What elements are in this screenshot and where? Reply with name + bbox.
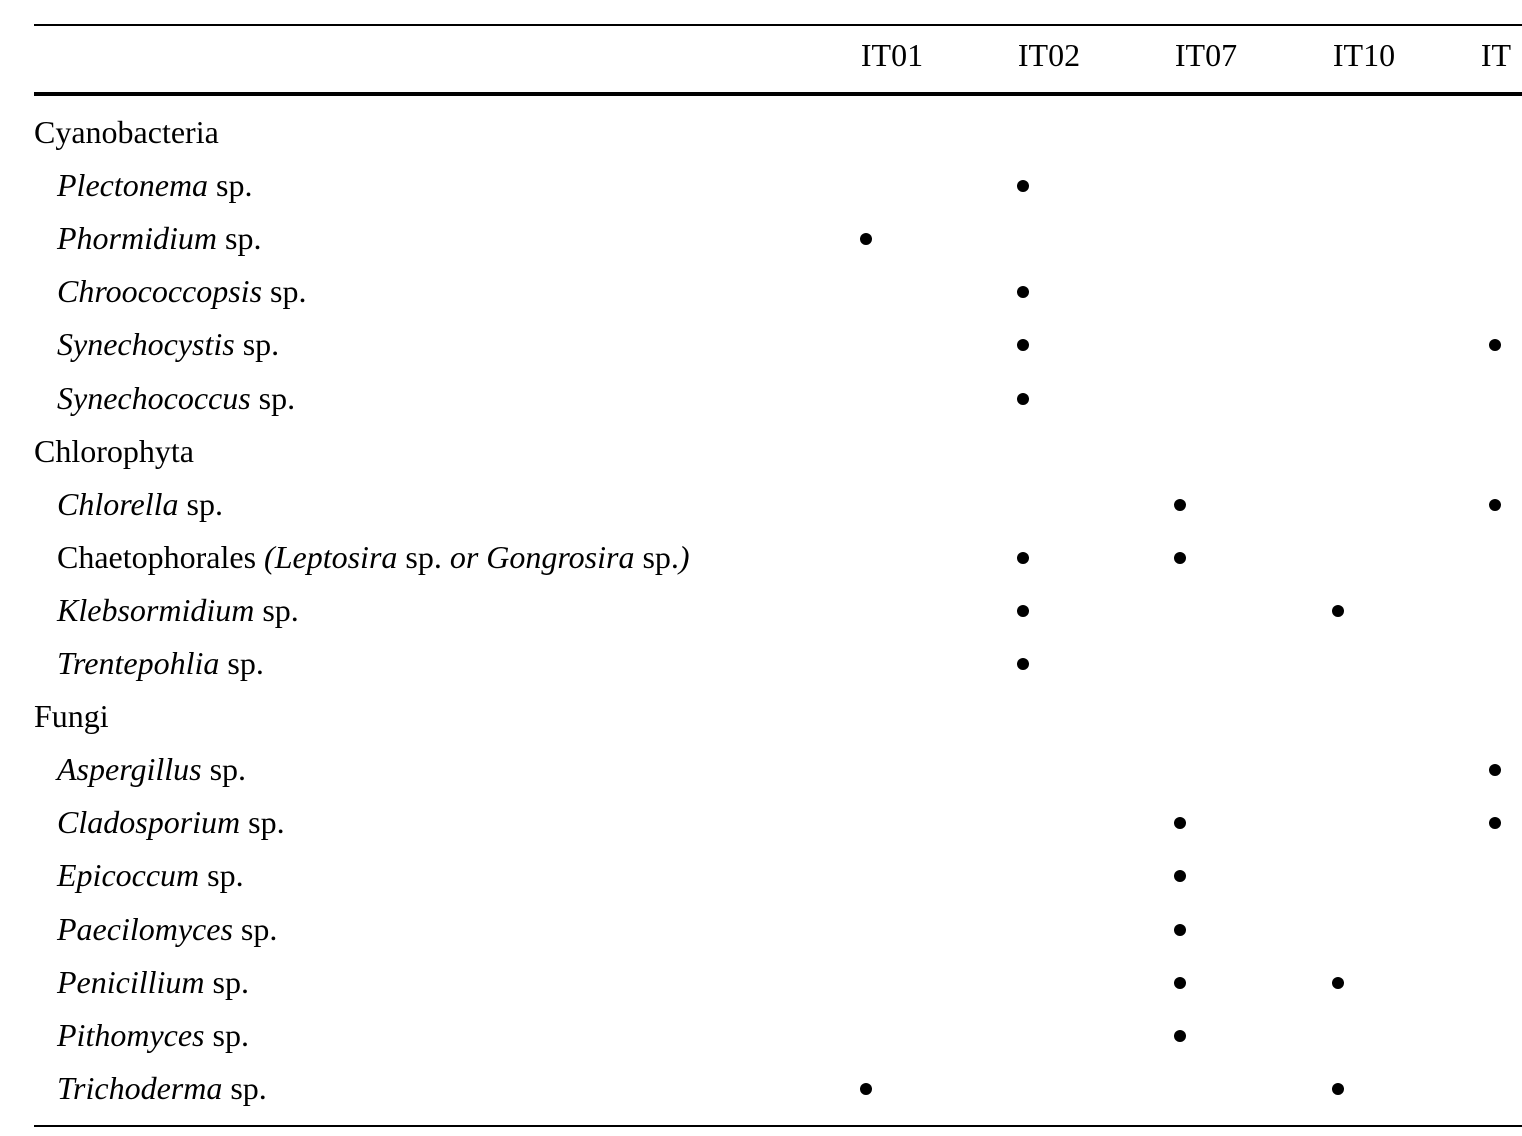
presence-dot	[1332, 977, 1344, 989]
species-suffix: sp.	[208, 167, 253, 204]
label-part: )	[678, 538, 690, 575]
presence-dot	[860, 233, 872, 245]
presence-dot	[1174, 977, 1186, 989]
taxon-label	[57, 584, 299, 637]
table-row	[34, 372, 1522, 425]
group-label: Fungi	[34, 698, 109, 735]
table-row	[34, 1062, 1522, 1115]
table-row	[34, 743, 1522, 796]
header-rule	[34, 92, 1522, 96]
taxon-label	[57, 265, 306, 318]
table-row	[34, 849, 1522, 902]
taxon-label	[57, 212, 261, 265]
presence-dot	[1174, 817, 1186, 829]
group-row	[34, 425, 1522, 478]
table-row	[34, 531, 1522, 584]
presence-dot	[1017, 286, 1029, 298]
genus-name: Pithomyces	[57, 1016, 205, 1053]
taxon-label	[57, 743, 246, 796]
species-suffix: sp.	[240, 804, 285, 841]
table-row	[34, 796, 1522, 849]
genus-name: Trentepohlia	[57, 645, 220, 681]
species-suffix: sp.	[217, 220, 262, 257]
table-row	[34, 956, 1522, 1009]
label-part: sp.	[634, 538, 679, 575]
table-row	[34, 212, 1522, 265]
presence-dot	[1489, 499, 1501, 511]
presence-dot	[1332, 1083, 1344, 1095]
species-suffix: sp.	[219, 645, 264, 681]
presence-dot	[1489, 817, 1501, 829]
group-row	[34, 106, 1522, 159]
taxon-label	[57, 318, 279, 371]
table-row	[34, 159, 1522, 212]
species-suffix: sp.	[204, 963, 249, 1000]
column-header: IT07	[1174, 37, 1238, 73]
group-label: Chlorophyta	[34, 432, 194, 469]
taxon-label	[57, 372, 295, 425]
column-header: IT02	[1017, 37, 1081, 73]
taxon-label	[57, 159, 253, 212]
species-suffix: sp.	[250, 379, 296, 416]
species-suffix: sp.	[234, 326, 280, 363]
top-rule	[34, 24, 1522, 26]
taxon-label	[57, 796, 285, 849]
label-part: or Gongrosira	[449, 538, 635, 575]
taxon-label	[57, 1009, 249, 1062]
taxon-label	[57, 903, 277, 956]
group-row	[34, 690, 1522, 743]
bottom-rule	[34, 1125, 1522, 1127]
presence-dot	[1489, 764, 1501, 776]
presence-dot	[1489, 339, 1501, 351]
genus-name: Synechocystis	[57, 326, 235, 363]
genus-name: Phormidium	[57, 220, 217, 257]
genus-name: Klebsormidium	[57, 591, 255, 628]
presence-dot	[1017, 658, 1029, 670]
genus-name: Epicoccum	[57, 857, 200, 894]
species-suffix: sp.	[222, 1069, 267, 1106]
species-suffix: sp.	[178, 485, 223, 522]
presence-dot	[1017, 339, 1029, 351]
presence-dot	[1017, 180, 1029, 192]
presence-dot	[860, 1083, 872, 1095]
table-row	[34, 265, 1522, 318]
taxon-label	[57, 1062, 267, 1115]
genus-name: Plectonema	[57, 167, 209, 204]
genus-name: Paecilomyces	[57, 910, 233, 947]
table-row	[34, 903, 1522, 956]
label-part: Chaetophorales	[57, 538, 265, 575]
species-suffix: sp.	[262, 273, 307, 310]
column-header: IT10	[1332, 37, 1396, 73]
group-label: Cyanobacteria	[34, 114, 219, 150]
presence-dot	[1017, 552, 1029, 564]
column-header: IT01	[860, 37, 924, 73]
label-part: sp.	[397, 538, 450, 575]
presence-dot	[1332, 605, 1344, 617]
taxon-label	[57, 956, 249, 1009]
label-part: (Leptosira	[264, 538, 398, 575]
presence-dot	[1017, 393, 1029, 405]
species-suffix: sp.	[232, 910, 278, 947]
table-row	[34, 318, 1522, 371]
species-suffix: sp.	[254, 591, 299, 628]
genus-name: Chroococcopsis	[57, 273, 263, 310]
taxon-label	[57, 478, 223, 531]
table-row	[34, 637, 1522, 690]
taxon-label	[57, 849, 244, 902]
presence-dot	[1174, 499, 1186, 511]
column-header: IT	[1480, 37, 1512, 73]
genus-name: Aspergillus	[57, 751, 202, 788]
presence-dot	[1174, 552, 1186, 564]
table-row	[34, 478, 1522, 531]
taxon-label	[57, 531, 690, 584]
species-table	[34, 0, 1522, 1136]
genus-name: Chlorella	[57, 485, 179, 522]
genus-name: Cladosporium	[57, 804, 241, 841]
table-row	[34, 584, 1522, 637]
presence-dot	[1174, 1030, 1186, 1042]
presence-dot	[1174, 924, 1186, 936]
genus-name: Penicillium	[57, 963, 205, 1000]
genus-name: Trichoderma	[57, 1069, 223, 1106]
genus-name: Synechococcus	[57, 379, 251, 416]
presence-dot	[1017, 605, 1029, 617]
presence-dot	[1174, 870, 1186, 882]
species-suffix: sp.	[204, 1016, 249, 1053]
table-row	[34, 1009, 1522, 1062]
species-suffix: sp.	[199, 857, 244, 894]
species-suffix: sp.	[201, 751, 247, 788]
taxon-label	[57, 637, 264, 690]
